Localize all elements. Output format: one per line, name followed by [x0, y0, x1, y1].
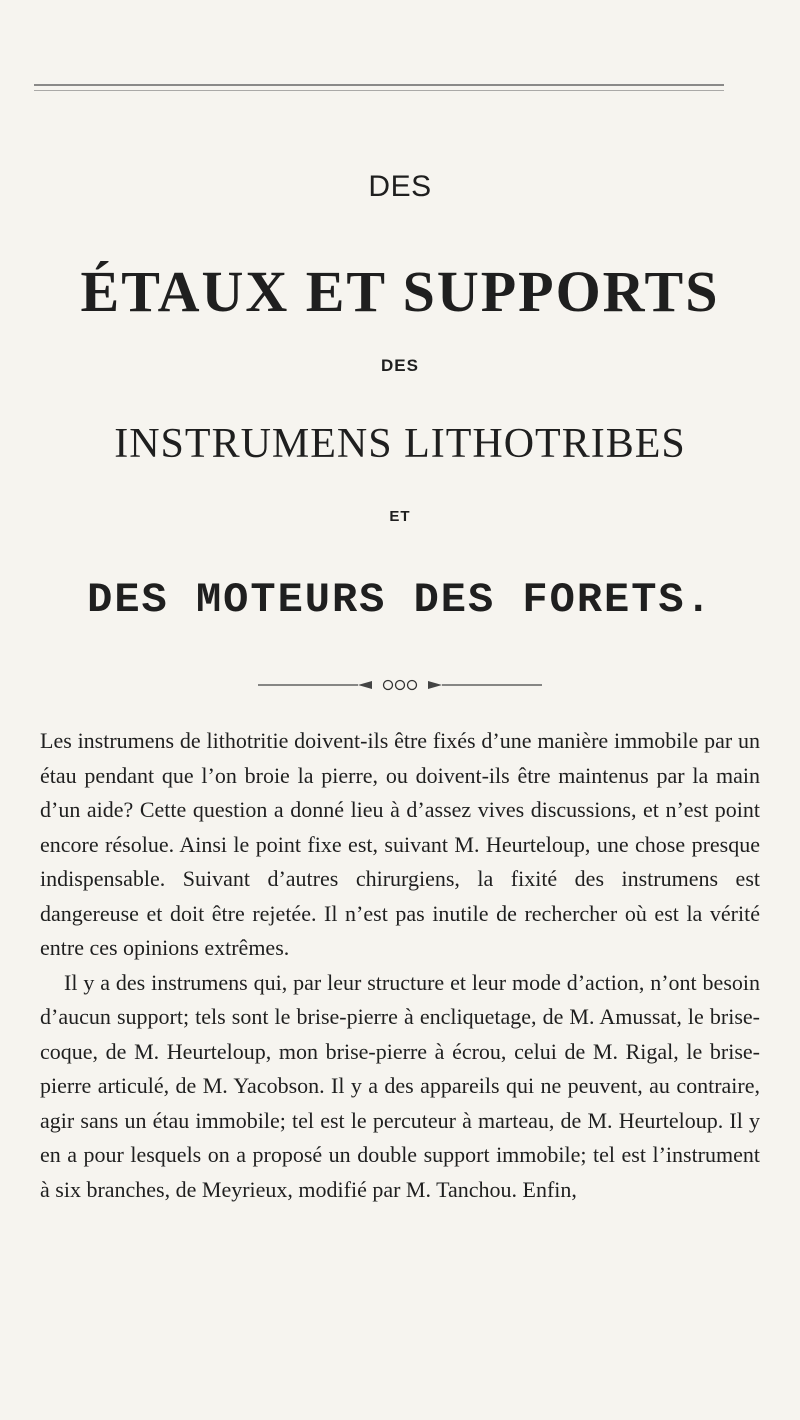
bottom-title: DES MOTEURS DES FORETS.: [87, 576, 713, 624]
ornament-divider: [258, 675, 542, 695]
title-des-middle: DES: [381, 356, 419, 375]
main-title: ÉTAUX ET SUPPORTS: [80, 259, 720, 324]
paragraph-1: Les instrumens de lithotritie doivent-ils être fixés d’une manière immobile par un étau pendant que l’on broie la pierre, ou doivent-ils être maintenus par la main d’un aide? Cette question a donné lieu à d’assez vives discussions, et n’est point encore résolue. Ainsi le point fixe est, suivant M. Heurteloup, une chose presque indispensable. Suivant d’autres chirurgiens, la fixité des instrumens est dangereuse et doit être rejetée. Il n’est pas inutile de rechercher où est la vérité entre ces opinions extrêmes.: [40, 728, 760, 960]
title-block: [0, 0, 800, 700]
paragraph-2: Il y a des instrumens qui, par leur structure et leur mode d’action, n’ont besoin d’aucun support; tels sont le brise-pierre à encliquetage, de M. Amussat, le brise-coque, de M. Heurteloup, mon brise-pierre à écrou, celui de M. Rigal, le brise-pierre articulé, de M. Yacobson. Il y a des appareils qui ne peuvent, au contraire, agir sans un étau immobile; tel est le percuteur à marteau, de M. Heurteloup. Il y en a pour lesquels on a proposé un double support immobile; tel est l’instrument à six branches, de Meyrieux, modifié par M. Tanchou. Enfin,: [40, 969, 760, 1202]
subtitle: INSTRUMENS LITHOTRIBES: [114, 421, 686, 467]
title-et: ET: [389, 508, 411, 525]
title-des-top: DES: [368, 170, 432, 203]
body-text: [40, 724, 760, 1207]
